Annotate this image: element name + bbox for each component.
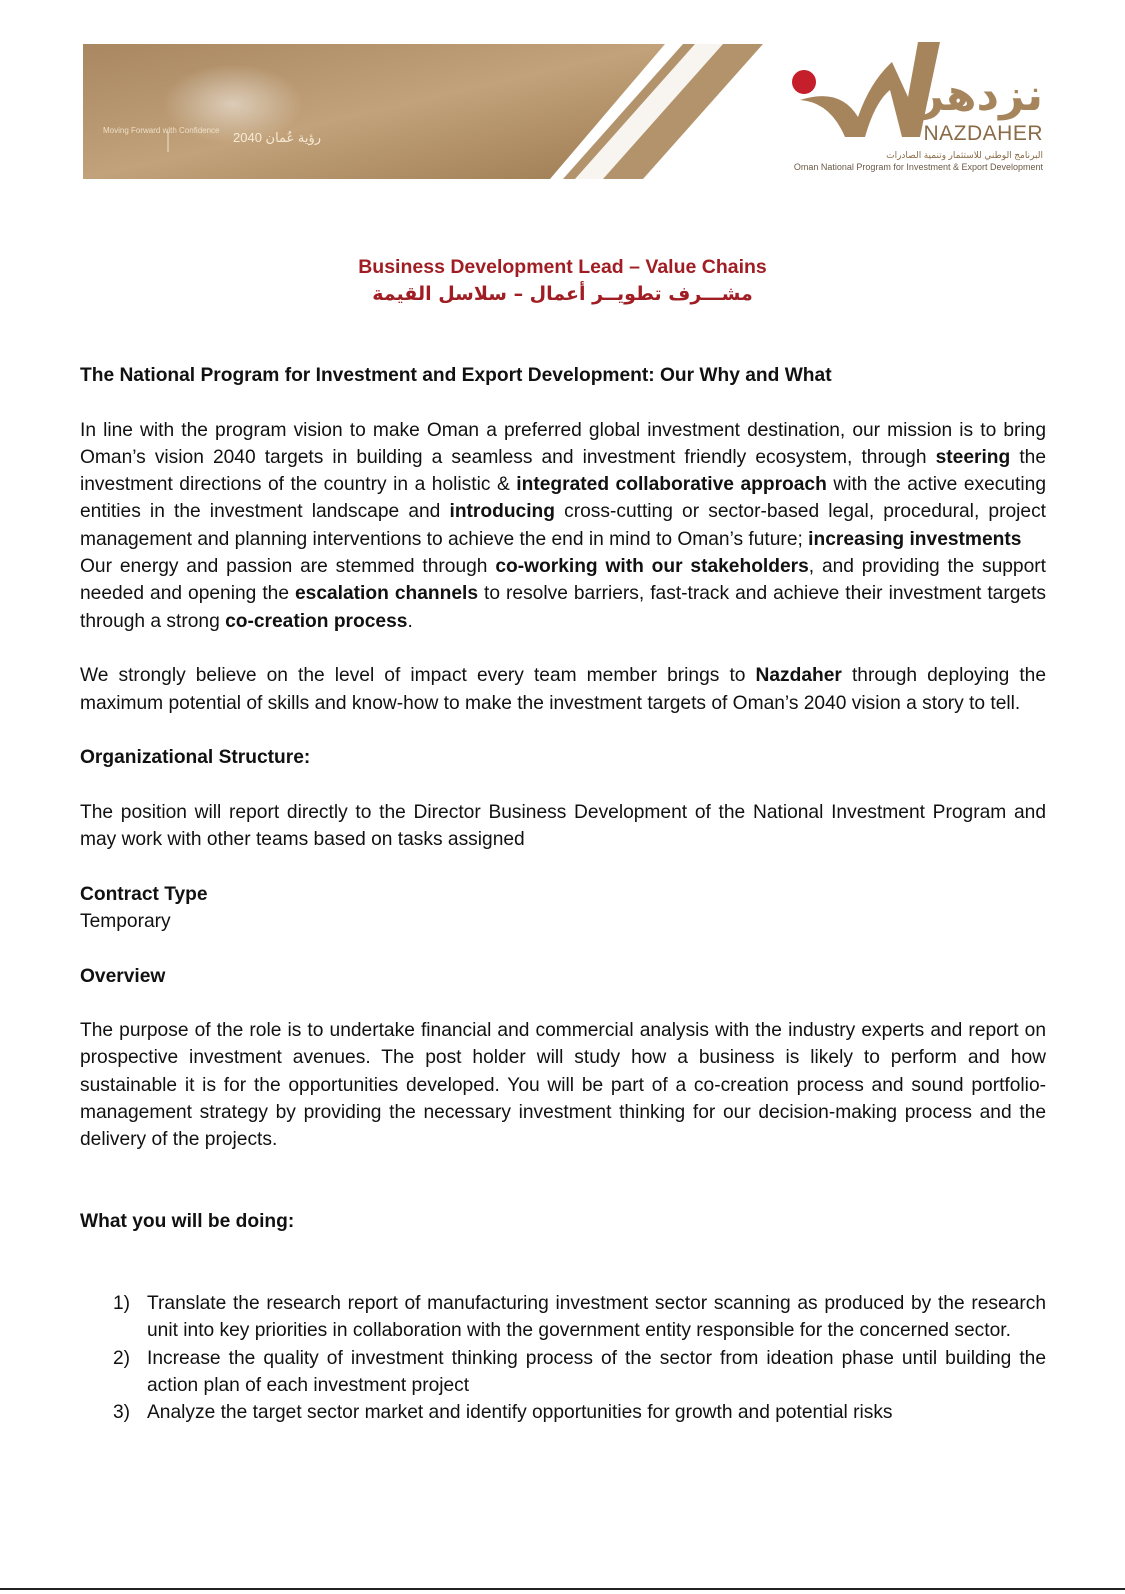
list-item [80, 1399, 1046, 1426]
list-item-text: Increase the quality of investment thinking process of the sector from ideation phase until building the action plan of each investment project [147, 1347, 1046, 1396]
text-run: cross-cutting or sector-based legal, procedural, project management and planning interventions to achieve the end in mind to Oman’s future; [80, 501, 1046, 550]
list-item-text: Translate the research report of manufacturing investment sector scanning as produced by the research unit into key priorities in collaboration with the government entity responsible for the concerned sector. [147, 1293, 1046, 1342]
logo-english-wordmark: NAZDAHER [923, 122, 1043, 145]
vision-2040-logo-text: رؤية عُمان 2040 [233, 130, 322, 145]
text-run: , and providing the support needed and opening the [80, 556, 1046, 605]
job-title-arabic: مشـــرف تطويــر أعمال – سلاسل القيمة [372, 283, 753, 305]
banner-graphic [83, 44, 763, 179]
text-run: the investment directions of the country in a holistic & [80, 446, 1046, 496]
list-item [80, 1345, 1046, 1400]
bold-run: co-working with our stakeholders [495, 556, 809, 578]
vision-2040-tagline: Moving Forward with Confidence [103, 126, 220, 135]
bold-run: escalation channels [294, 583, 479, 605]
text-run: with the active executing entities in the investment landscape and [80, 474, 1046, 523]
text-run: through deploying the maximum potential of skills and know-how to make the investment targets of Oman’s 2040 vision a story to tell. [80, 665, 1046, 714]
header-banner [83, 44, 763, 179]
paragraph-energy [80, 553, 1046, 635]
paragraph-mission [80, 417, 1046, 553]
section-heading-why: The National Program for Investment and Export Development: Our Why and What [80, 365, 832, 386]
text-run: We strongly believe on the level of impact every team member brings to [80, 665, 756, 687]
text-run: to resolve barriers, fast-track and achieve their investment targets through a strong [80, 583, 1047, 632]
text-run: In line with the program vision to make Oman a preferred global investment destination, our mission is to bring Oman’s vision 2040 targets in building a seamless and investment friendly ecosystem, through [80, 419, 1046, 468]
paragraph-overview: The purpose of the role is to undertake financial and commercial analysis with the industry experts and report on prospective investment avenues. The post holder will study how a business is likely to perform and how sustainable it is for the opportunities developed. You will be part of a co-creation process and sound portfolio-management strategy by providing the necessary investment thinking for our decision-making process and the delivery of the projects. [80, 1020, 1046, 1151]
list-number: 1) [113, 1293, 131, 1315]
bold-run: co-creation process [225, 610, 408, 632]
nazdaher-logo [790, 42, 1055, 182]
text-run: Our energy and passion are stemmed through [80, 556, 496, 578]
text-run: . [407, 610, 413, 632]
list-item-text: Analyze the target sector market and identify opportunities for growth and potential risks [147, 1402, 893, 1424]
list-number: 2) [113, 1347, 131, 1369]
list-number: 3) [113, 1402, 131, 1424]
logo-arabic-subtitle: البرنامج الوطني للاستثمار وتنمية الصادرات [886, 150, 1043, 160]
bold-run: Nazdaher [755, 665, 842, 687]
paragraph-impact [80, 662, 1046, 717]
bold-run: increasing investments [808, 528, 1022, 550]
nazdaher-mark-icon [790, 42, 940, 142]
contract-type-value: Temporary [80, 910, 171, 932]
paragraph-org: The position will report directly to the Director Business Development of the National Investment Program and may work with other teams based on tasks assigned [80, 801, 1046, 851]
section-heading-org: Organizational Structure: [80, 747, 311, 769]
job-title-english: Business Development Lead – Value Chains [358, 256, 767, 278]
document-body [80, 362, 1046, 1427]
duties-list [80, 1290, 1046, 1426]
section-heading-overview: Overview [80, 965, 166, 987]
page-bottom-rule [0, 1588, 1125, 1590]
section-heading-contract: Contract Type [80, 883, 208, 905]
bold-run: introducing [449, 501, 555, 523]
bold-run: steering [935, 446, 1011, 468]
logo-english-subtitle: Oman National Program for Investment & Export Development [793, 162, 1043, 172]
section-heading-doing: What you will be doing: [80, 1211, 295, 1233]
logo-arabic-wordmark: نزدهر [918, 70, 1043, 121]
list-item [80, 1290, 1046, 1345]
bold-run: integrated collaborative approach [516, 474, 827, 496]
